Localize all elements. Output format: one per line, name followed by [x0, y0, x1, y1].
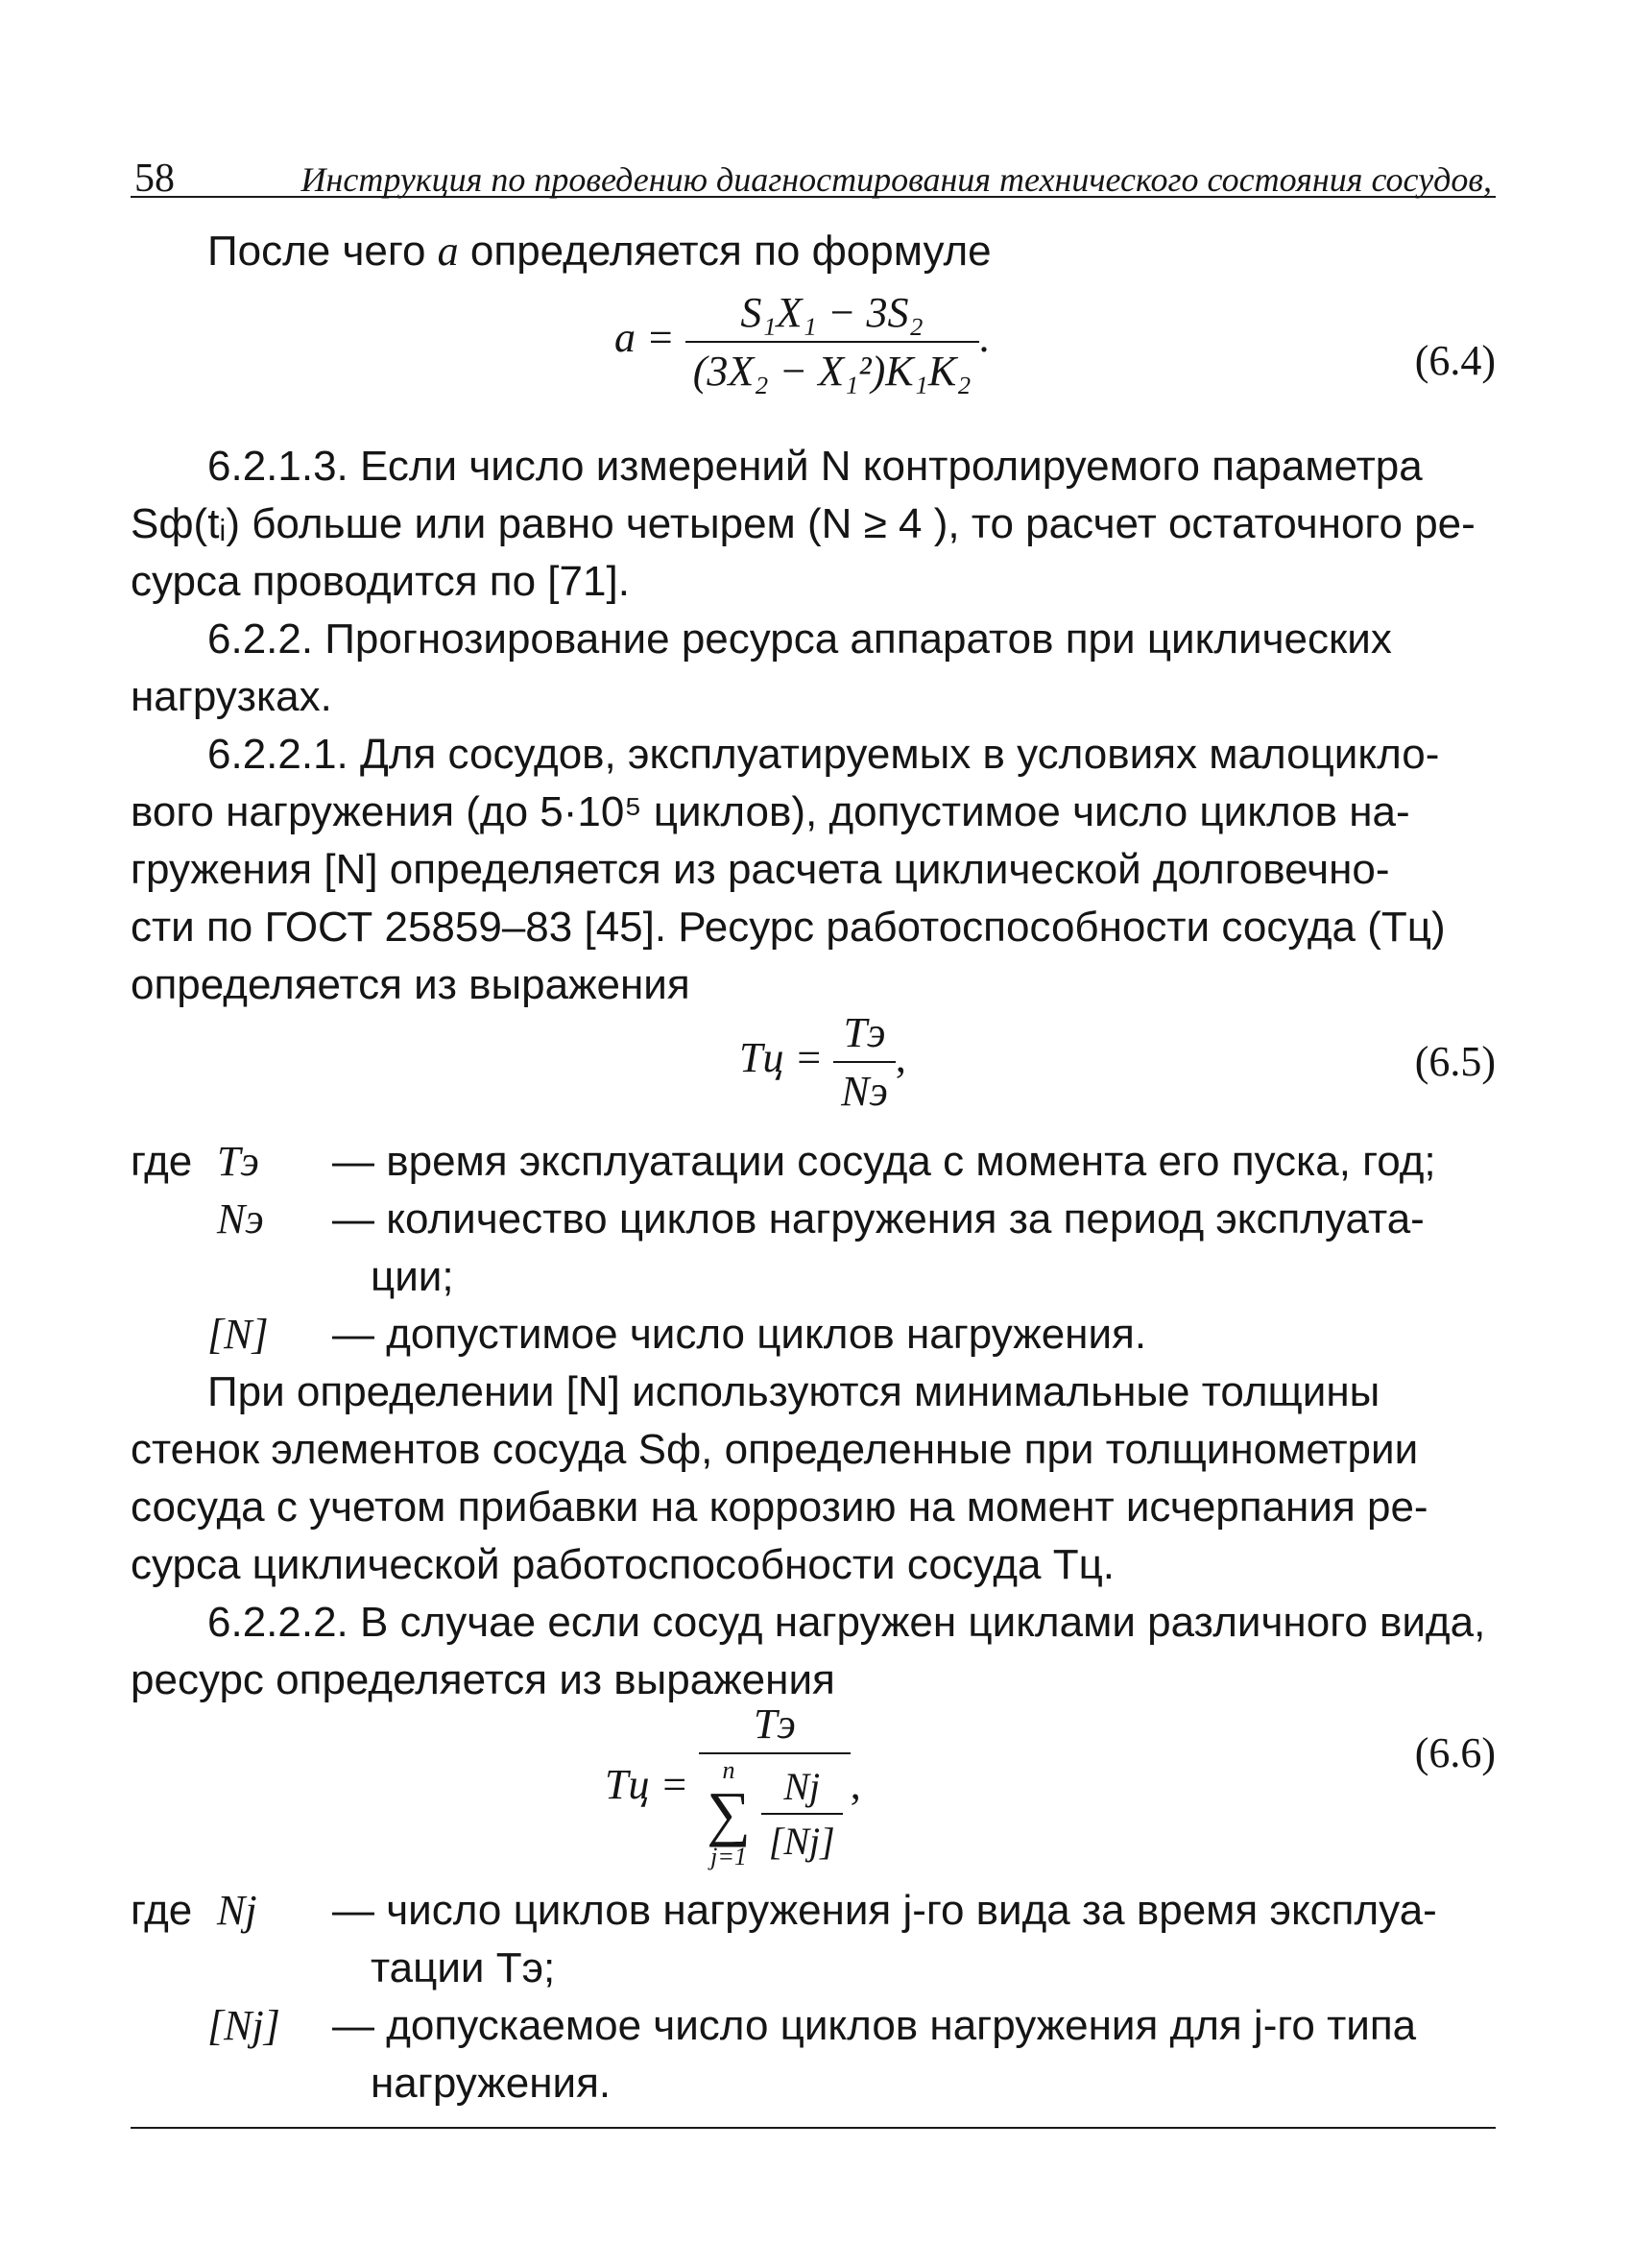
equation-6-6: Tц = Tэ n ∑ j=1 $\frac{Nj}{[Nj]}$ , — [605, 1701, 861, 1870]
para-def-line-4: сурса циклической работоспособности сосуда Tц. — [131, 1541, 1115, 1588]
para-6221-line-1: 6.2.2.1. Для сосудов, эксплуатируемых в условиях малоцикло- — [207, 731, 1440, 778]
equation-6-5: Tц = $\frac{Tэ}{Nэ}$ , — [739, 1009, 906, 1115]
para-6213-line-1: 6.2.1.3. Если число измерений N контролируемого параметра — [207, 443, 1423, 490]
fraction-6-5: $\frac{Tэ}{Nэ}$ — [833, 1008, 896, 1116]
para-6222-line-1: 6.2.2.2. В случае если сосуд нагружен циклами различного вида, — [207, 1599, 1486, 1646]
equation-number-6-5: (6.5) — [1414, 1038, 1496, 1085]
equation-number-6-6: (6.6) — [1414, 1729, 1496, 1776]
fraction-6-4: $\frac{\text{S₁X₁ − 3S₂}}{\text{(3X₂ − X₁²)K₁K₂}}$ — [685, 288, 979, 396]
definition-row: тации Tэ; — [371, 1944, 556, 1991]
page-number: 58 — [134, 157, 175, 201]
definition-row: [Nj] — допускаемое число циклов нагружения для j-го типа — [207, 2002, 1417, 2049]
para-622-line-1: 6.2.2. Прогнозирование ресурса аппаратов при циклических — [207, 615, 1392, 663]
bottom-rule — [131, 2127, 1496, 2129]
running-head: Инструкция по проведению диагностирования технического состояния сосудов, — [300, 160, 1492, 199]
equation-number-6-4: (6.4) — [1414, 337, 1496, 384]
page-header — [131, 152, 1496, 201]
definition-row: ции; — [371, 1253, 454, 1300]
definition-row: где Tэ — время эксплуатации сосуда с момента его пуска, год; — [131, 1138, 1436, 1185]
para-def-line-1: При определении [N] используются минимальные толщины — [207, 1368, 1380, 1415]
definition-row: где Nj — число циклов нагружения j-го вида за время эксплуа- — [131, 1887, 1437, 1934]
para-6222-line-2: ресурс определяется из выражения — [131, 1656, 835, 1703]
definition-row: Nэ — количество циклов нагружения за период эксплуата- — [217, 1195, 1425, 1243]
para-def-line-2: стенок элементов сосуда Sф, определенные при толщинометрии — [131, 1426, 1419, 1473]
para-6221-line-3: гружения [N] определяется из расчета циклической долговечно- — [131, 846, 1390, 893]
equation-6-4: a = $\frac{\text{S₁X₁ − 3S₂}}{\text{(3X₂ − X₁²)K₁K₂}}$ . — [614, 289, 990, 395]
para-6213-line-2: Sф(tᵢ) больше или равно четырем (N ≥ 4 ), то расчет остаточного ре- — [131, 500, 1476, 547]
definition-row: [N] — допустимое число циклов нагружения. — [207, 1311, 1147, 1358]
para-6221-line-5: определяется из выражения — [131, 961, 690, 1008]
fraction-6-6: Tэ n ∑ j=1 $\frac{Nj}{[Nj]}$ — [699, 1700, 851, 1870]
definition-row: нагружения. — [371, 2060, 612, 2107]
para-6221-line-2: вого нагружения (до 5·10⁵ циклов), допустимое число циклов на- — [131, 788, 1410, 835]
inner-fraction-6-6: $\frac{Nj}{[Nj]}$ — [761, 1764, 843, 1864]
intro-line: После чего a определяется по формуле — [207, 228, 992, 275]
para-622-line-2: нагрузках. — [131, 673, 332, 720]
para-def-line-3: сосуда с учетом прибавки на коррозию на момент исчерпания ре- — [131, 1484, 1428, 1531]
para-6221-line-4: сти по ГОСТ 25859–83 [45]. Ресурс работоспособности сосуда (Tц) — [131, 904, 1446, 951]
para-6213-line-3: сурса проводится по [71]. — [131, 558, 630, 605]
